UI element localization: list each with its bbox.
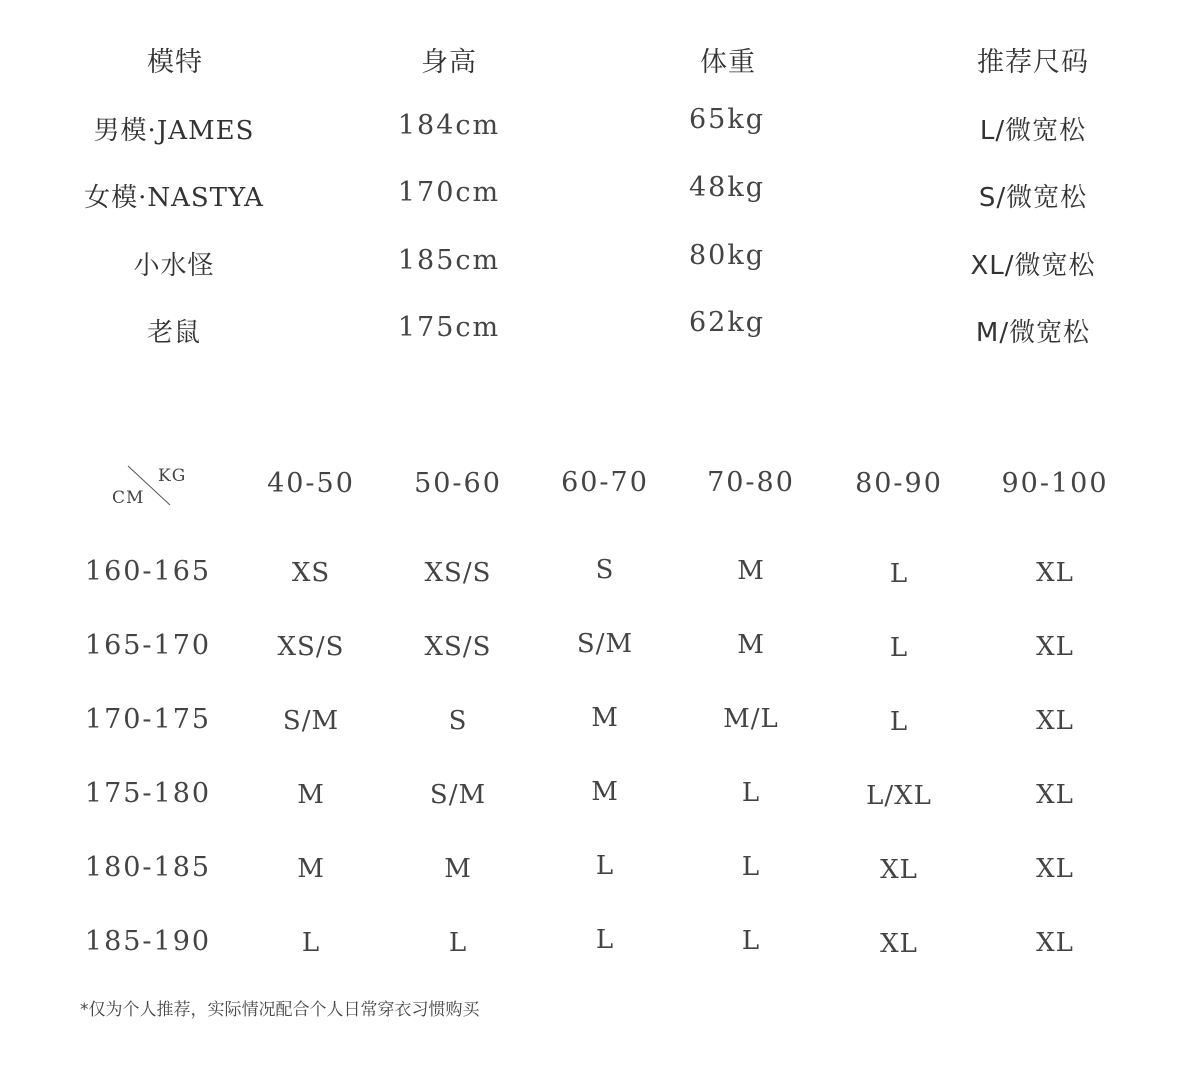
size-cell: L	[301, 928, 321, 958]
size-cell: XS/S	[424, 632, 492, 662]
model-size: L/微宽松	[979, 116, 1087, 146]
size-cell: M	[297, 780, 325, 810]
size-cell: S/M	[576, 629, 634, 659]
size-cell: L	[595, 925, 615, 955]
size-cell: XL	[1036, 928, 1074, 958]
size-cell: XL	[1036, 558, 1074, 588]
size-cell: L/XL	[866, 781, 932, 811]
size-cell: L	[741, 778, 761, 808]
size-cell: XL	[1036, 780, 1074, 810]
model-height: 185cm	[397, 245, 501, 276]
header-model: 模特	[147, 47, 203, 78]
header-weight: 体重	[700, 47, 756, 78]
size-cell: S/M	[429, 780, 487, 810]
size-cell: XS/S	[277, 632, 345, 662]
size-cell: XL	[1036, 632, 1074, 662]
size-cell: M	[297, 854, 325, 884]
model-weight: 80kg	[688, 240, 766, 271]
size-cell: M	[737, 556, 765, 586]
height-range: 170-175	[84, 704, 212, 735]
size-cell: L	[595, 851, 615, 881]
size-cell: S	[448, 706, 468, 736]
size-cell: L	[889, 707, 909, 737]
model-size: M/微宽松	[975, 318, 1091, 348]
corner-cell	[108, 462, 188, 512]
model-height: 184cm	[397, 110, 501, 141]
weight-range-header: 90-100	[1001, 468, 1109, 499]
weight-range-header: 80-90	[855, 468, 943, 499]
size-cell: XS	[291, 558, 331, 588]
model-weight: 65kg	[688, 104, 766, 135]
footnote: *仅为个人推荐，实际情况配合个人日常穿衣习惯购买	[80, 1000, 480, 1020]
size-cell: XL	[880, 855, 918, 885]
weight-range-header: 50-60	[414, 468, 502, 499]
model-name: 小水怪	[133, 251, 215, 281]
height-range: 165-170	[84, 630, 212, 661]
size-cell: M	[737, 630, 765, 660]
size-cell: XL	[1036, 706, 1074, 736]
model-weight: 62kg	[688, 307, 766, 338]
corner-cm-label: CM	[112, 488, 145, 508]
size-cell: M/L	[723, 704, 779, 734]
model-size: XL/微宽松	[970, 251, 1096, 281]
size-cell: L	[448, 928, 468, 958]
size-cell: S	[595, 555, 615, 585]
model-weight: 48kg	[688, 172, 766, 203]
size-cell: M	[591, 777, 619, 807]
size-cell: L	[741, 852, 761, 882]
model-name: 老鼠	[146, 318, 202, 348]
size-cell: S/M	[282, 706, 340, 736]
corner-kg-label: KG	[158, 466, 187, 486]
model-height: 170cm	[397, 177, 501, 208]
model-height: 175cm	[397, 312, 501, 343]
size-cell: XL	[1036, 854, 1074, 884]
size-cell: XL	[880, 929, 918, 959]
header-recommended-size: 推荐尺码	[977, 47, 1089, 78]
size-cell: L	[889, 633, 909, 663]
model-size: S/微宽松	[978, 183, 1088, 213]
height-range: 180-185	[84, 852, 212, 883]
weight-range-header: 60-70	[561, 467, 649, 498]
header-height: 身高	[421, 47, 477, 78]
height-range: 175-180	[84, 778, 212, 809]
model-name: 女模·NASTYA	[84, 183, 264, 213]
height-range: 160-165	[84, 556, 212, 587]
weight-range-header: 40-50	[267, 468, 355, 499]
height-range: 185-190	[84, 926, 212, 957]
size-cell: M	[591, 703, 619, 733]
size-cell: XS/S	[424, 558, 492, 588]
size-cell: L	[889, 559, 909, 589]
model-name: 男模·JAMES	[93, 116, 255, 146]
size-cell: L	[741, 926, 761, 956]
size-cell: M	[444, 854, 472, 884]
weight-range-header: 70-80	[707, 467, 795, 498]
